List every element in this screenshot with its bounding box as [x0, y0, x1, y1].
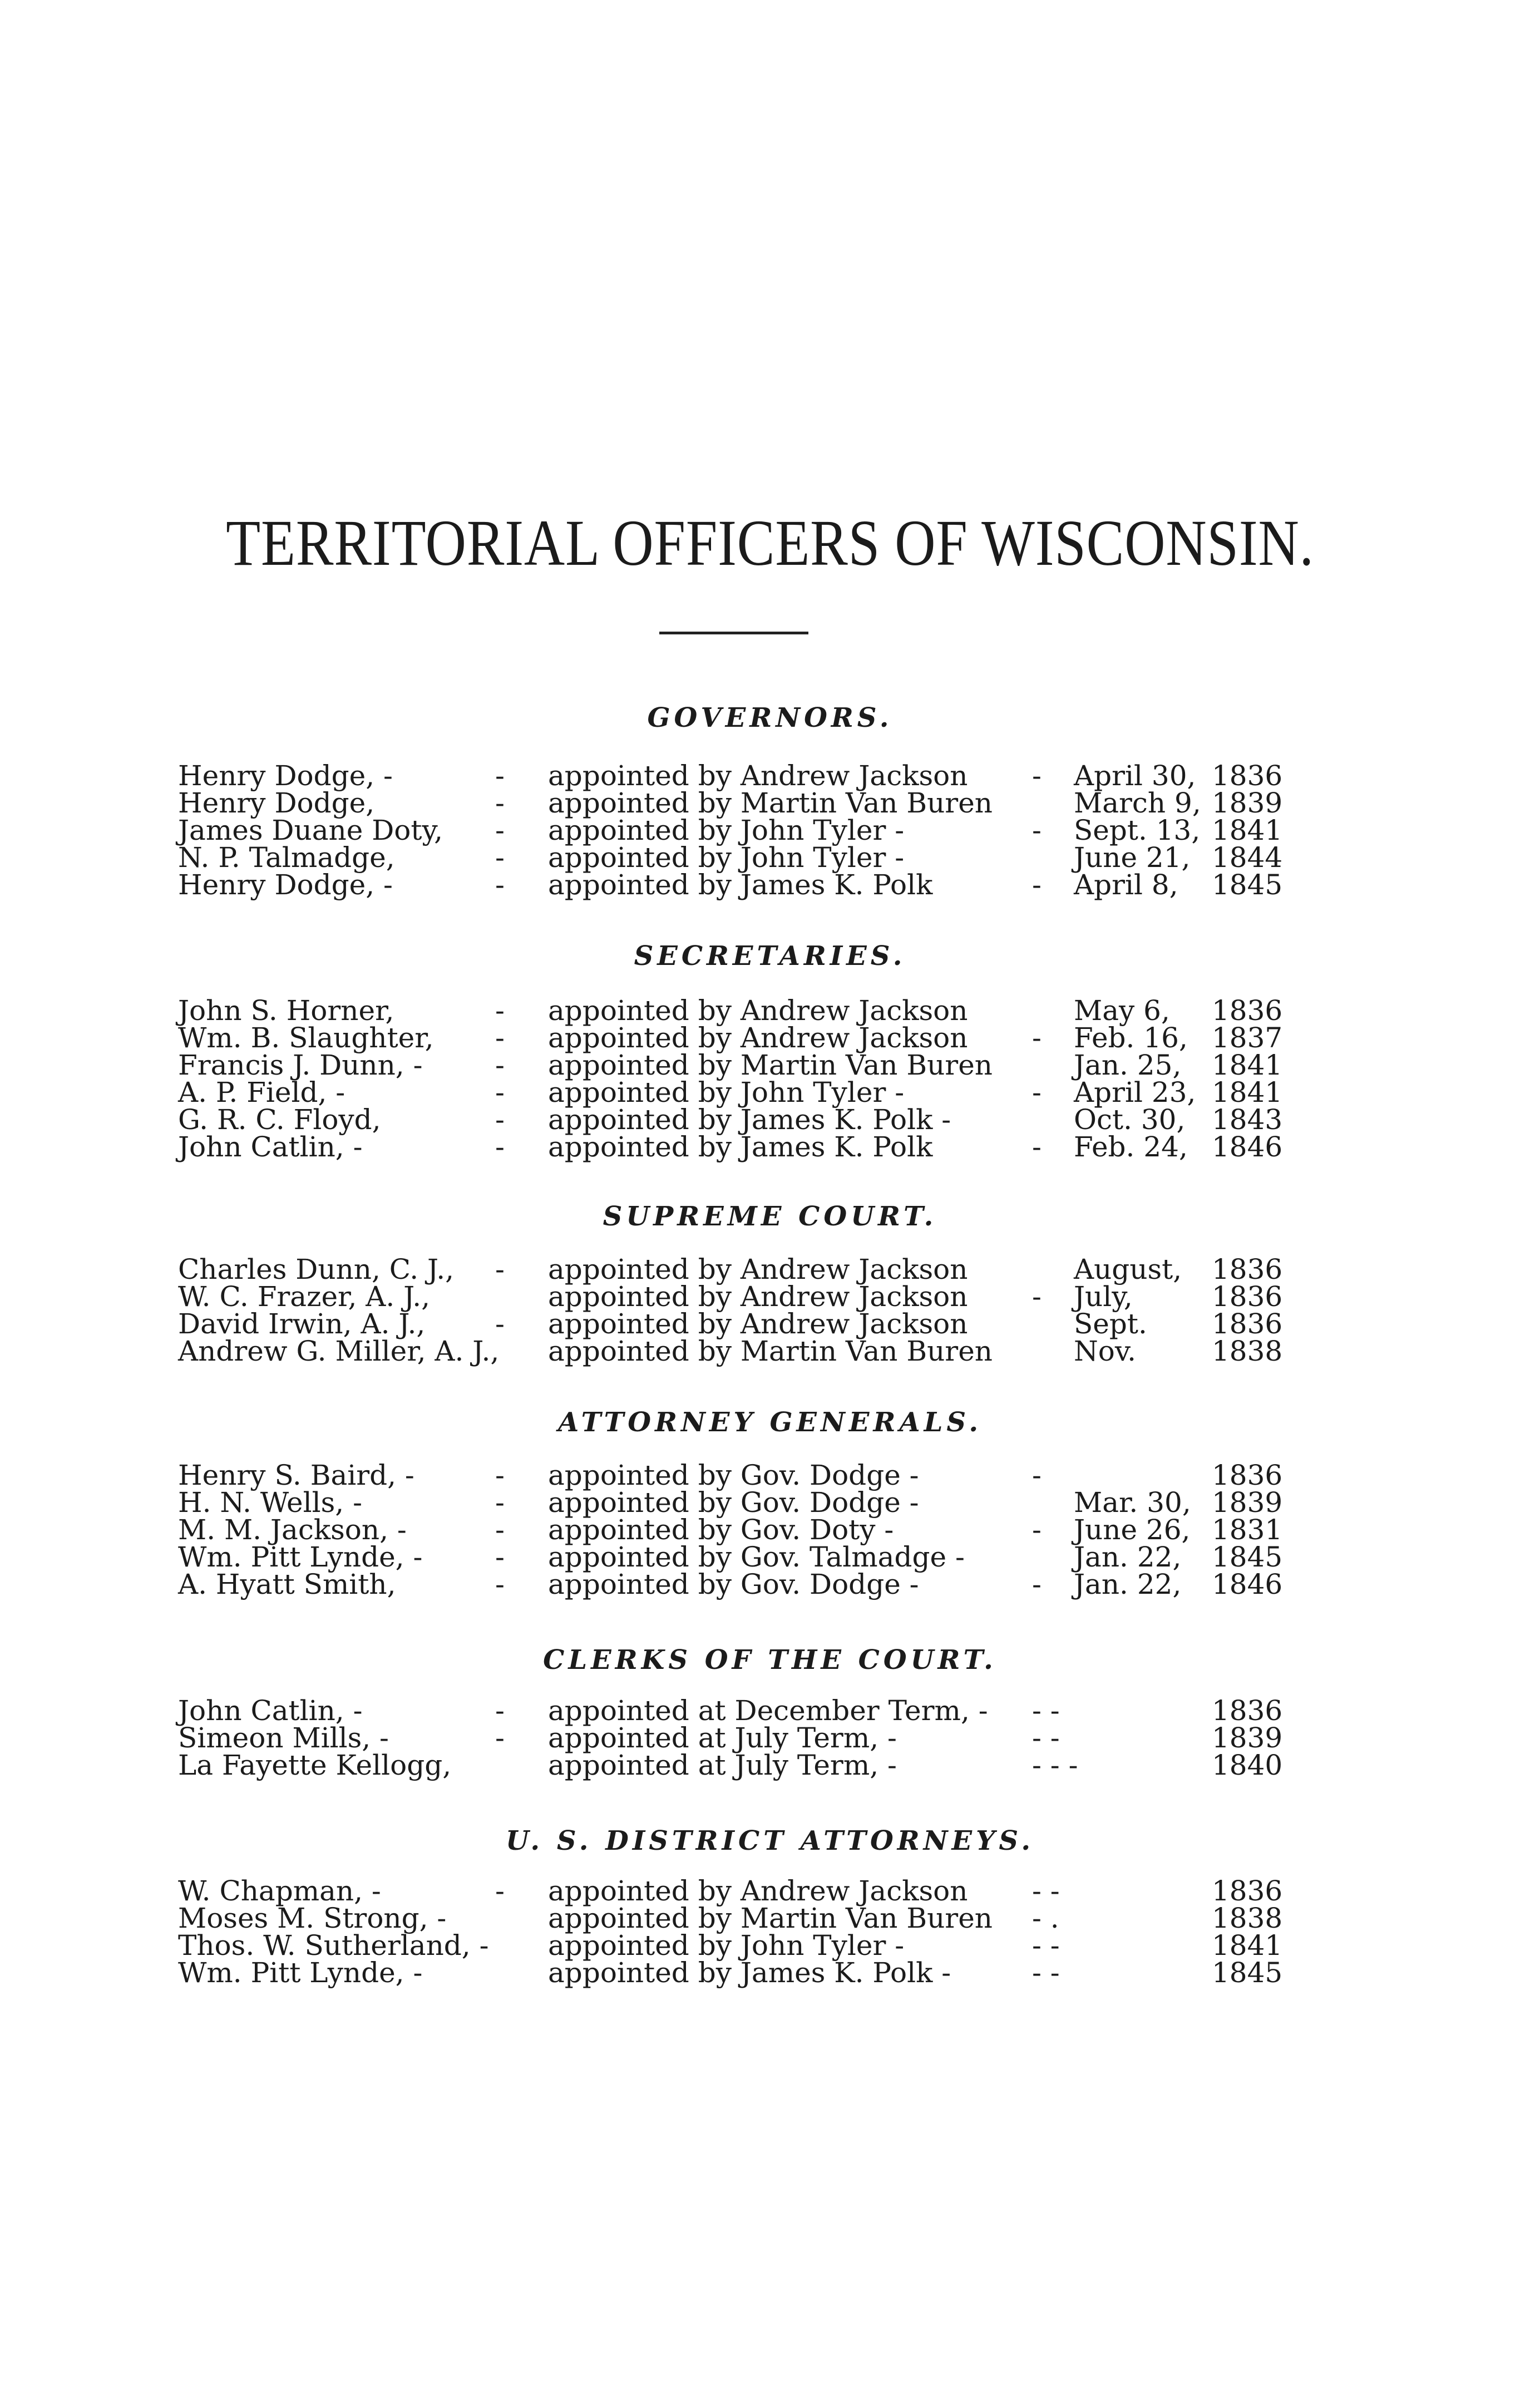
appointment-text: appointed by James K. Polk -: [548, 1957, 951, 1989]
leader-dash: - -: [1032, 1957, 1060, 1989]
table-row: [0, 1876, 1540, 1905]
appointment-year: 1838: [1212, 1335, 1283, 1367]
appointment-date: Feb. 24,: [1074, 1131, 1188, 1163]
officer-name: A. P. Field, -: [178, 1076, 345, 1109]
appointment-text: appointed by Andrew Jackson: [548, 994, 968, 1027]
appointment-date: March 9,: [1074, 787, 1201, 819]
appointment-text: appointed by Martin Van Buren: [548, 1049, 993, 1081]
appointment-date: April 30,: [1074, 760, 1196, 792]
leader-dash: -: [495, 1022, 505, 1054]
page-title: TERRITORIAL OFFICERS OF WISCONSIN.: [226, 506, 1314, 579]
appointment-year: 1841: [1212, 814, 1283, 846]
appointment-text: appointed at July Term, -: [548, 1722, 897, 1754]
appointment-year: 1846: [1212, 1131, 1283, 1163]
officer-name: W. C. Frazer, A. J.,: [178, 1280, 431, 1313]
officer-name: Thos. W. Sutherland, -: [178, 1929, 489, 1962]
appointment-text: appointed by Andrew Jackson: [548, 1253, 968, 1285]
appointment-date: May 6,: [1074, 994, 1170, 1027]
appointment-year: 1836: [1212, 1694, 1283, 1727]
appointment-year: 1843: [1212, 1104, 1283, 1136]
table-row: [0, 1696, 1540, 1725]
leader-dash: -: [1032, 1022, 1042, 1054]
appointment-year: 1831: [1212, 1514, 1283, 1546]
leader-dash: -: [495, 787, 505, 819]
leader-dash: -: [495, 994, 505, 1027]
appointment-date: April 23,: [1074, 1076, 1196, 1109]
appointment-text: appointed by Martin Van Buren: [548, 787, 993, 819]
leader-dash: -: [495, 1694, 505, 1727]
table-row: [0, 1337, 1540, 1366]
appointment-date: Sept.: [1074, 1308, 1147, 1340]
leader-dash: -: [495, 1875, 505, 1907]
table-row: [0, 1132, 1540, 1161]
appointment-year: 1836: [1212, 760, 1283, 792]
appointment-year: 1846: [1212, 1568, 1283, 1600]
appointment-year: 1837: [1212, 1022, 1283, 1054]
officer-name: Francis J. Dunn, -: [178, 1049, 423, 1081]
leader-dash: -: [495, 1253, 505, 1285]
appointment-year: 1836: [1212, 1253, 1283, 1285]
appointment-text: appointed by Andrew Jackson: [548, 1308, 968, 1340]
leader-dash: - -: [1032, 1875, 1060, 1907]
officer-name: H. N. Wells, -: [178, 1486, 362, 1519]
leader-dash: - -: [1032, 1694, 1060, 1727]
appointment-text: appointed by Gov. Dodge -: [548, 1486, 919, 1519]
leader-dash: -: [1032, 1514, 1042, 1546]
leader-dash: -: [1032, 869, 1042, 901]
table-row: [0, 843, 1540, 872]
table-row: [0, 816, 1540, 845]
leader-dash: -: [495, 1486, 505, 1519]
appointment-text: appointed by Gov. Dodge -: [548, 1568, 919, 1600]
table-row: [0, 1078, 1540, 1107]
officer-name: La Fayette Kellogg,: [178, 1749, 452, 1781]
leader-dash: -: [495, 841, 505, 874]
officer-name: Henry S. Baird, -: [178, 1459, 414, 1491]
leader-dash: -: [495, 1514, 505, 1546]
appointment-text: appointed by Gov. Dodge -: [548, 1459, 919, 1491]
table-row: [0, 1570, 1540, 1599]
appointment-date: June 26,: [1074, 1514, 1191, 1546]
table-row: [0, 1515, 1540, 1544]
appointment-date: April 8,: [1074, 869, 1178, 901]
table-row: [0, 789, 1540, 817]
section-heading-clerks-of-the-court: CLERKS OF THE COURT.: [543, 1644, 997, 1676]
officer-name: John Catlin, -: [178, 1694, 363, 1727]
appointment-text: appointed by Andrew Jackson: [548, 760, 968, 792]
officer-name: John S. Horner,: [178, 994, 394, 1027]
appointment-text: appointed by Andrew Jackson: [548, 1022, 968, 1054]
leader-dash: -: [1032, 1280, 1042, 1313]
leader-dash: -: [495, 760, 505, 792]
officer-name: G. R. C. Floyd,: [178, 1104, 381, 1136]
appointment-year: 1841: [1212, 1076, 1283, 1109]
appointment-year: 1841: [1212, 1929, 1283, 1962]
officer-name: Wm. Pitt Lynde, -: [178, 1541, 423, 1573]
appointment-text: appointed by John Tyler -: [548, 814, 905, 846]
appointment-year: 1838: [1212, 1902, 1283, 1934]
table-row: [0, 1958, 1540, 1987]
appointment-year: 1840: [1212, 1749, 1283, 1781]
leader-dash: -: [495, 814, 505, 846]
leader-dash: -: [1032, 1131, 1042, 1163]
appointment-year: 1844: [1212, 841, 1283, 874]
appointment-year: 1839: [1212, 1486, 1283, 1519]
appointment-date: Jan. 22,: [1074, 1568, 1182, 1600]
leader-dash: -: [1032, 1459, 1042, 1491]
appointment-year: 1841: [1212, 1049, 1283, 1081]
table-row: [0, 1105, 1540, 1134]
leader-dash: - -: [1032, 1929, 1060, 1962]
leader-dash: -: [495, 1541, 505, 1573]
appointment-text: appointed by Gov. Talmadge -: [548, 1541, 965, 1573]
table-row: [0, 870, 1540, 899]
officer-name: M. M. Jackson, -: [178, 1514, 407, 1546]
appointment-text: appointed by John Tyler -: [548, 1076, 905, 1109]
leader-dash: - .: [1032, 1902, 1059, 1934]
appointment-text: appointed by James K. Polk -: [548, 1104, 951, 1136]
appointment-date: Oct. 30,: [1074, 1104, 1186, 1136]
appointment-text: appointed by John Tyler -: [548, 1929, 905, 1962]
leader-dash: -: [495, 1131, 505, 1163]
officer-name: Wm. B. Slaughter,: [178, 1022, 434, 1054]
leader-dash: - - -: [1032, 1749, 1078, 1781]
leader-dash: - -: [1032, 1722, 1060, 1754]
appointment-year: 1845: [1212, 1541, 1283, 1573]
table-row: [0, 1931, 1540, 1960]
appointment-date: Nov.: [1074, 1335, 1137, 1367]
leader-dash: -: [495, 869, 505, 901]
officer-name: A. Hyatt Smith,: [178, 1568, 396, 1600]
officer-name: N. P. Talmadge,: [178, 841, 395, 874]
appointment-year: 1836: [1212, 1280, 1283, 1313]
appointment-year: 1836: [1212, 1875, 1283, 1907]
officer-name: W. Chapman, -: [178, 1875, 381, 1907]
section-heading-governors: GOVERNORS.: [647, 702, 893, 733]
appointment-text: appointed by James K. Polk: [548, 869, 933, 901]
appointment-year: 1836: [1212, 1459, 1283, 1491]
officer-name: Wm. Pitt Lynde, -: [178, 1957, 423, 1989]
appointment-date: August,: [1074, 1253, 1182, 1285]
appointment-year: 1836: [1212, 1308, 1283, 1340]
leader-dash: -: [1032, 814, 1042, 846]
officer-name: Henry Dodge,: [178, 787, 375, 819]
appointment-date: Jan. 22,: [1074, 1541, 1182, 1573]
leader-dash: -: [1032, 1076, 1042, 1109]
appointment-date: Sept. 13,: [1074, 814, 1201, 846]
officer-name: Simeon Mills, -: [178, 1722, 389, 1754]
table-row: [0, 1543, 1540, 1572]
table-row: [0, 1051, 1540, 1080]
appointment-text: appointed at July Term, -: [548, 1749, 897, 1781]
section-heading-attorney-generals: ATTORNEY GENERALS.: [557, 1407, 983, 1438]
table-row: [0, 1461, 1540, 1490]
officer-name: Henry Dodge, -: [178, 869, 393, 901]
officer-name: David Irwin, A. J.,: [178, 1308, 426, 1340]
table-row: [0, 1023, 1540, 1052]
officer-name: John Catlin, -: [178, 1131, 363, 1163]
leader-dash: -: [495, 1568, 505, 1600]
table-row: [0, 1723, 1540, 1752]
table-row: [0, 1255, 1540, 1284]
leader-dash: -: [495, 1459, 505, 1491]
appointment-text: appointed by Andrew Jackson: [548, 1280, 968, 1313]
officer-name: Andrew G. Miller, A. J.,: [178, 1335, 500, 1367]
officer-name: Moses M. Strong, -: [178, 1902, 447, 1934]
appointment-text: appointed by Andrew Jackson: [548, 1875, 968, 1907]
appointment-date: June 21,: [1074, 841, 1191, 874]
officer-name: James Duane Doty,: [178, 814, 443, 846]
section-heading-supreme-court: SUPREME COURT.: [603, 1201, 937, 1232]
appointment-text: appointed by James K. Polk: [548, 1131, 933, 1163]
appointment-text: appointed at December Term, -: [548, 1694, 988, 1727]
appointment-year: 1845: [1212, 1957, 1283, 1989]
appointment-year: 1845: [1212, 869, 1283, 901]
appointment-date: July,: [1074, 1280, 1133, 1313]
section-heading-district-attorneys: U. S. DISTRICT ATTORNEYS.: [505, 1825, 1035, 1856]
appointment-year: 1839: [1212, 787, 1283, 819]
table-row: [0, 1488, 1540, 1517]
leader-dash: -: [495, 1049, 505, 1081]
appointment-year: 1836: [1212, 994, 1283, 1027]
appointment-text: appointed by Martin Van Buren: [548, 1335, 993, 1367]
table-row: [0, 1309, 1540, 1338]
leader-dash: -: [495, 1722, 505, 1754]
officer-name: Charles Dunn, C. J.,: [178, 1253, 454, 1285]
appointment-text: appointed by John Tyler -: [548, 841, 905, 874]
leader-dash: -: [495, 1104, 505, 1136]
appointment-text: appointed by Gov. Doty -: [548, 1514, 894, 1546]
leader-dash: -: [1032, 760, 1042, 792]
section-heading-secretaries: SECRETARIES.: [634, 940, 906, 972]
table-row: [0, 1904, 1540, 1933]
appointment-year: 1839: [1212, 1722, 1283, 1754]
appointment-date: Feb. 16,: [1074, 1022, 1188, 1054]
table-row: [0, 1751, 1540, 1780]
table-row: [0, 1282, 1540, 1311]
table-row: [0, 996, 1540, 1025]
officer-name: Henry Dodge, -: [178, 760, 393, 792]
table-row: [0, 761, 1540, 790]
appointment-text: appointed by Martin Van Buren: [548, 1902, 993, 1934]
leader-dash: -: [495, 1308, 505, 1340]
appointment-date: Jan. 25,: [1074, 1049, 1182, 1081]
leader-dash: -: [1032, 1568, 1042, 1600]
title-rule: [659, 632, 808, 634]
leader-dash: -: [495, 1076, 505, 1109]
appointment-date: Mar. 30,: [1074, 1486, 1191, 1519]
